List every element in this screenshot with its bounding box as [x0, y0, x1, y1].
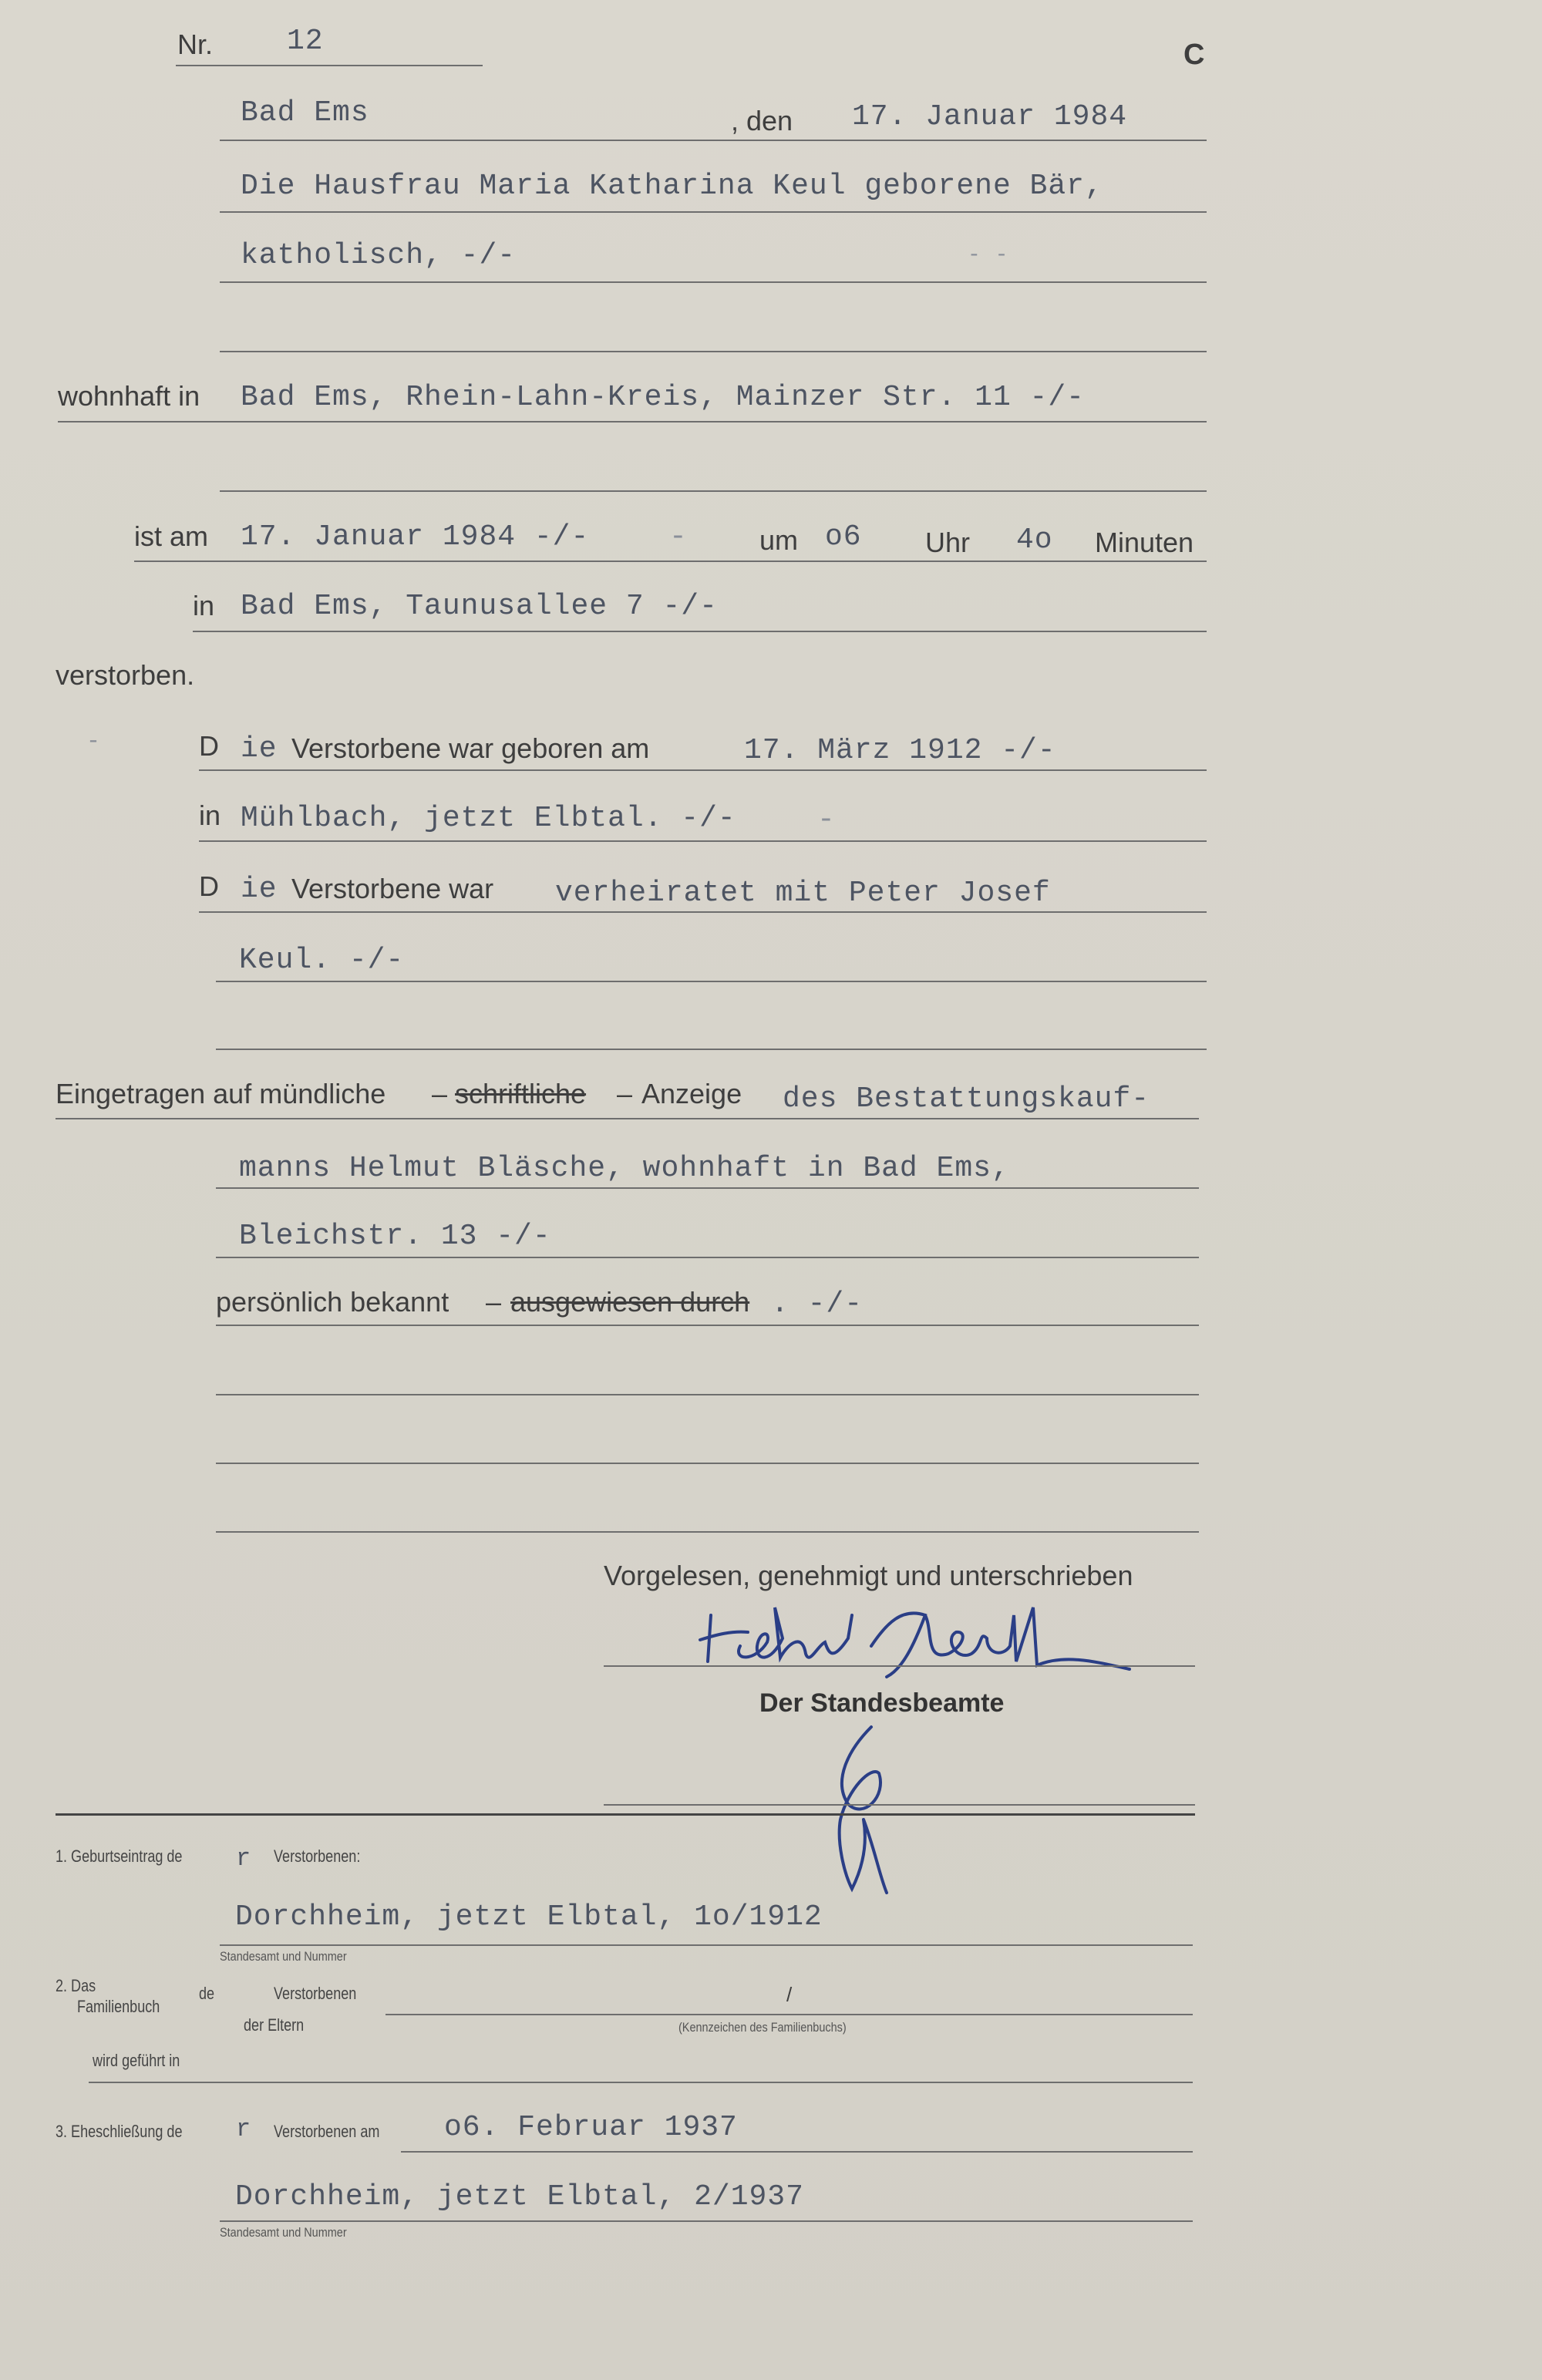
death-minutes-value: 4o: [1016, 523, 1053, 557]
death-time-underline: [134, 560, 1207, 562]
registration-dash-a: –: [432, 1078, 448, 1109]
person-line-1: Die Hausfrau Maria Katharina Keul geborene Bär,: [241, 170, 1103, 203]
marital-underline-1: [199, 911, 1207, 913]
footer-item2-verstorbenen: Verstorbenen: [274, 1984, 357, 2003]
known-strike: ausgewiesen durch: [510, 1286, 750, 1318]
footer-item3-underline: [401, 2151, 1193, 2153]
registration-label-b: schriftliche: [455, 1078, 587, 1109]
registration-value-2: manns Helmut Bläsche, wohnhaft in Bad Ems,: [239, 1152, 1010, 1185]
place-date-underline: [220, 140, 1207, 141]
footer-item2-label-b: Familienbuch: [77, 1997, 160, 2016]
person-underline-1: [220, 211, 1207, 213]
nr-underline: [176, 65, 483, 66]
known-underline: [216, 1325, 1199, 1326]
footer-item2-wird: wird geführt in: [93, 2051, 180, 2070]
footer-item2-underline-2: [89, 2082, 1193, 2083]
person-line-2-tail: - -: [968, 244, 1009, 268]
marital-ie-typed: ie: [241, 873, 278, 906]
death-place-underline: [193, 631, 1207, 632]
signature-underline: [604, 1665, 1195, 1667]
marital-value-2: Keul. -/-: [239, 944, 405, 977]
initials-underline: [604, 1804, 1195, 1806]
footer-item3-underline-2: [220, 2220, 1193, 2222]
registrar-label: Der Standesbeamte: [759, 1688, 1005, 1718]
marital-value-1: verheiratet mit Peter Josef: [555, 877, 1051, 910]
registration-underline-1: [56, 1118, 1199, 1119]
registration-value-1: des Bestattungskauf-: [783, 1082, 1150, 1116]
registrar-signature: [694, 1600, 1187, 1692]
date-value: 17. Januar 1984: [852, 100, 1128, 133]
residence-label: wohnhaft in: [58, 380, 200, 412]
death-date-value: 17. Januar 1984 -/-: [241, 520, 590, 554]
footer-item2-de: de: [199, 1984, 215, 2003]
den-label: , den: [731, 105, 793, 136]
residence-underline: [58, 421, 1207, 422]
death-in-label: in: [193, 590, 215, 621]
footer-item2-kennzeichen: (Kennzeichen des Familienbuchs): [678, 2020, 847, 2035]
registration-dash-b: –: [617, 1078, 633, 1109]
footer-item2-underline: [386, 2014, 1193, 2015]
blank-underline-1: [216, 1394, 1199, 1395]
footer-item1-value: Dorchheim, jetzt Elbtal, 1o/1912: [235, 1900, 823, 1934]
birth-place-value: Mühlbach, jetzt Elbtal. -/-: [241, 802, 736, 835]
birth-place-underline: [199, 840, 1207, 842]
nr-value: 12: [287, 25, 324, 58]
birth-place-tail: -: [817, 803, 836, 837]
footer-item2-label-a: 2. Das: [56, 1976, 96, 1995]
footer-item1-typed: r: [236, 1844, 252, 1873]
birth-label: Verstorbene war geboren am: [291, 732, 650, 764]
registration-label-c: Anzeige: [641, 1078, 742, 1109]
footer-item3-date: o6. Februar 1937: [444, 2111, 738, 2144]
birth-date-underline: [199, 769, 1207, 771]
blank-underline-3: [216, 1531, 1199, 1533]
marital-d-label: D: [199, 870, 219, 902]
residence-underline-2: [220, 490, 1207, 492]
footer-divider: [56, 1813, 1195, 1816]
death-hour-value: o6: [825, 520, 862, 554]
footer-item3-value: Dorchheim, jetzt Elbtal, 2/1937: [235, 2180, 804, 2213]
person-underline-3: [220, 351, 1207, 352]
death-date-dash: -: [669, 520, 688, 554]
place-value: Bad Ems: [241, 96, 369, 130]
footer-standesamt-label-2: Standesamt und Nummer: [220, 2225, 347, 2240]
birth-in-label: in: [199, 800, 221, 831]
registration-value-3: Bleichstr. 13 -/-: [239, 1220, 551, 1253]
registration-label-a: Eingetragen auf mündliche: [56, 1078, 386, 1109]
ist-am-label: ist am: [134, 520, 209, 552]
footer-item3-label2: Verstorbenen am: [274, 2122, 380, 2141]
footer-item1-underline: [220, 1944, 1193, 1946]
uhr-label: Uhr: [925, 527, 971, 558]
footer-item3-typed: r: [236, 2115, 252, 2143]
minuten-label: Minuten: [1095, 527, 1194, 558]
footer-item1-label2: Verstorbenen:: [274, 1846, 361, 1866]
marital-label: Verstorbene war: [291, 873, 494, 904]
birth-d-label: D: [199, 730, 219, 762]
death-place-value: Bad Ems, Taunusallee 7 -/-: [241, 590, 718, 623]
birth-dash: -: [86, 729, 102, 755]
person-line-2: katholisch, -/-: [241, 239, 517, 272]
registrar-initials: [817, 1719, 910, 1897]
nr-label: Nr.: [177, 29, 214, 60]
marital-underline-3: [216, 1049, 1207, 1050]
person-underline-2: [220, 281, 1207, 283]
footer-item2-slash: /: [786, 1983, 793, 2006]
form-letter: C: [1183, 39, 1205, 71]
marital-underline-2: [216, 981, 1207, 982]
birth-date-value: 17. März 1912 -/-: [744, 734, 1056, 767]
footer-item2-eltern: der Eltern: [244, 2015, 305, 2035]
footer-item3-label: 3. Eheschließung de: [56, 2122, 183, 2141]
registration-underline-3: [216, 1257, 1199, 1258]
birth-ie-typed: ie: [241, 732, 278, 766]
um-label: um: [759, 524, 799, 556]
read-approved-label: Vorgelesen, genehmigt und unterschrieben: [604, 1560, 1133, 1591]
verstorben-label: verstorben.: [56, 659, 195, 691]
blank-underline-2: [216, 1463, 1199, 1464]
residence-value: Bad Ems, Rhein-Lahn-Kreis, Mainzer Str. 11 -/-: [241, 381, 1085, 414]
known-label: persönlich bekannt: [216, 1286, 449, 1318]
footer-standesamt-label-1: Standesamt und Nummer: [220, 1949, 347, 1964]
known-dash: –: [486, 1286, 502, 1318]
footer-item1-label: 1. Geburtseintrag de: [56, 1846, 183, 1866]
known-typed: . -/-: [771, 1288, 864, 1321]
registration-underline-2: [216, 1187, 1199, 1189]
